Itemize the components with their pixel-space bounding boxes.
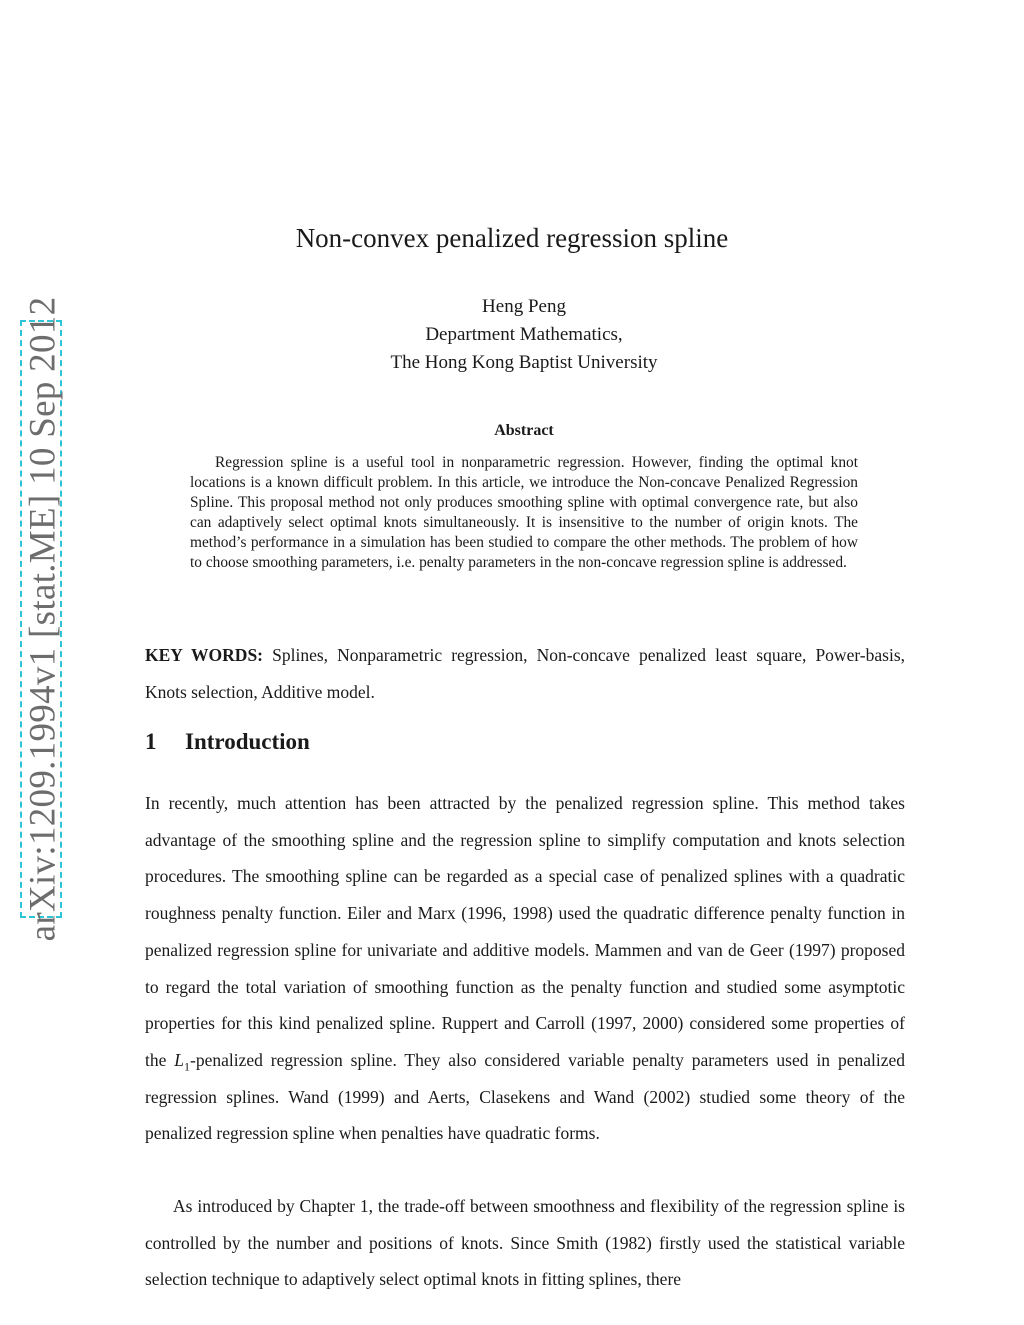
paragraph-1-text-b: -penalized regression spline. They also considered variable penalty parameters used in penalized regression splines. Wand (1999) and Aerts, Clasekens and Wand (2002) studied some theory of the penalized regression spline when penalties have quadratic forms. [145,1049,905,1144]
author-institution: The Hong Kong Baptist University [390,352,658,373]
arxiv-identifier: arXiv:1209.1994v1 [stat.ME] 10 Sep 2012 [22,296,64,942]
section-heading [145,729,310,755]
author-department: Department Mathematics, [425,324,623,345]
section-number: 1 [145,729,157,754]
math-symbol-l: L [174,1049,185,1070]
section-title: Introduction [185,729,310,754]
paper-title: Non-convex penalized regression spline [295,223,729,253]
abstract-heading: Abstract [494,422,554,439]
math-subscript: 1 [184,1059,191,1074]
intro-paragraph-2: As introduced by Chapter 1, the trade-off between smoothness and flexibility of the regression spline is controlled by the number and positions of knots. Since Smith (1982) firstly used the statistical variable selection technique to adaptively select optimal knots in fitting splines, there [145,1196,905,1290]
author-name: Heng Peng [482,296,566,317]
author-block [0,293,1024,377]
keywords [145,637,905,710]
intro-paragraph-1 [145,785,905,1152]
keywords-label: KEY WORDS: [145,645,264,665]
paragraph-1-text-a: In recently, much attention has been attracted by the penalized regression spline. This method takes advantage of the smoothing spline and the regression spline to simplify computation and knots selection procedures. The smoothing spline can be regarded as a special case of penalized splines with a quadratic roughness penalty function. Eiler and Marx (1996, 1998) used the quadratic difference penalty function in penalized regression spline for univariate and additive models. Mammen and van de Geer (1997) proposed to regard the total variation of smoothing function as the penalty function and studied some asymptotic properties for this kind penalized spline. Ruppert and Carroll (1997, 2000) considered some properties of the [145,793,905,1070]
keywords-text: Splines, Nonparametric regression, Non-concave penalized least square, Power-basis, Knots selection, Additive model. [145,645,906,702]
abstract-text: Regression spline is a useful tool in nonparametric regression. However, finding the optimal knot locations is a known difficult problem. In this article, we introduce the Non-concave Penalized Regression Spline. This proposal method not only produces smoothing spline with optimal convergence rate, but also can adaptively select optimal knots simultaneously. It is insensitive to the number of origin knots. The method’s performance in a simulation has been studied to compare the other methods. The problem of how to choose smoothing parameters, i.e. penalty parameters in the non-concave regression spline is addressed. [190,454,858,571]
